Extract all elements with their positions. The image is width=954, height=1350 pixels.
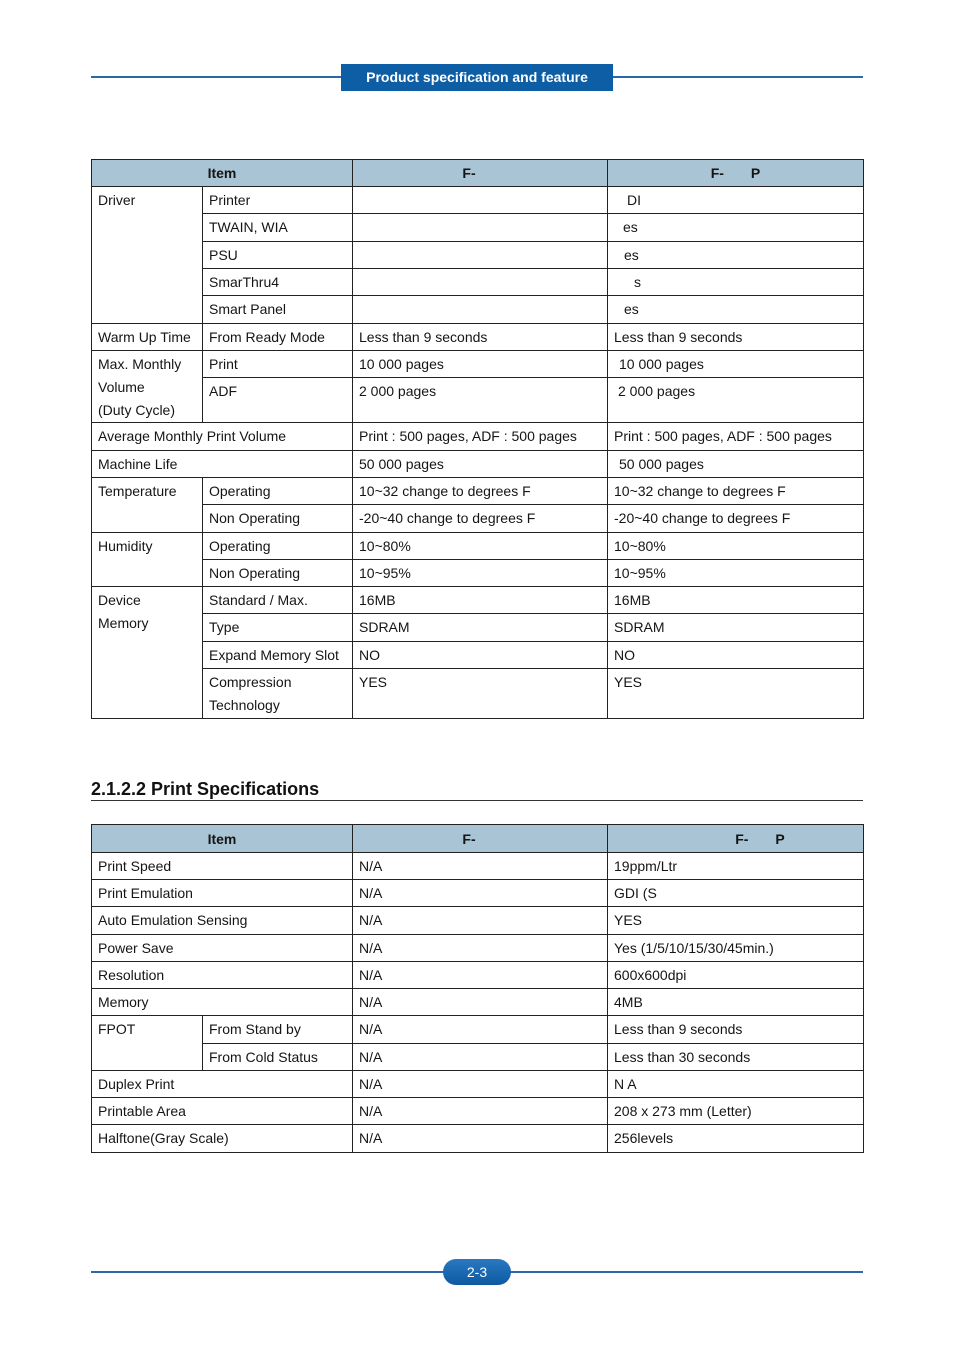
cell-item: Temperature bbox=[92, 478, 203, 533]
cell-item: Duplex Print bbox=[92, 1071, 353, 1098]
cell-sub-item: SmarThru4 bbox=[203, 269, 353, 296]
cell-sub-item: ADF bbox=[203, 378, 353, 423]
cell-sub-item: Print bbox=[203, 351, 353, 378]
page-number-badge: 2-3 bbox=[443, 1259, 511, 1285]
cell-value-b: 19ppm/Ltr bbox=[608, 853, 864, 880]
cell-value-a: N/A bbox=[353, 1125, 608, 1153]
cell-sub-item: Operating bbox=[203, 533, 353, 560]
cell-value-b: GDI (S bbox=[608, 880, 864, 907]
cell-sub-item: Operating bbox=[203, 478, 353, 505]
cell-value-a: N/A bbox=[353, 1016, 608, 1044]
cell-value-b: 4MB bbox=[608, 989, 864, 1016]
cell-value-b: Less than 9 seconds bbox=[608, 324, 864, 351]
cell-sub-item: Printer bbox=[203, 187, 353, 214]
cell-value-a: 16MB bbox=[353, 587, 608, 614]
cell-value-b: N A bbox=[608, 1071, 864, 1098]
cell-item: FPOT bbox=[92, 1016, 203, 1071]
cell-value-a bbox=[353, 187, 608, 214]
cell-value-a: 10~95% bbox=[353, 560, 608, 587]
cell-value-a: N/A bbox=[353, 853, 608, 880]
cell-value-a: N/A bbox=[353, 880, 608, 907]
cell-value-b: 600x600dpi bbox=[608, 962, 864, 989]
cell-value-a: 50 000 pages bbox=[353, 451, 608, 478]
cell-item: Device Memory bbox=[92, 587, 203, 719]
cell-value-b: 208 x 273 mm (Letter) bbox=[608, 1098, 864, 1125]
cell-value-b: -20~40 change to degrees F bbox=[608, 505, 864, 533]
cell-value-b: 10~95% bbox=[608, 560, 864, 587]
cell-value-b: Yes (1/5/10/15/30/45min.) bbox=[608, 935, 864, 962]
cell-value-a bbox=[353, 269, 608, 296]
cell-item: Average Monthly Print Volume bbox=[92, 423, 353, 451]
cell-item: Resolution bbox=[92, 962, 353, 989]
cell-value-a bbox=[353, 214, 608, 242]
cell-sub-item: Non Operating bbox=[203, 505, 353, 533]
cell-sub-item: PSU bbox=[203, 242, 353, 269]
print-spec-table bbox=[91, 824, 864, 1153]
cell-sub-item: Non Operating bbox=[203, 560, 353, 587]
cell-item: Machine Life bbox=[92, 451, 353, 478]
cell-item: Auto Emulation Sensing bbox=[92, 907, 353, 935]
cell-value-a: N/A bbox=[353, 935, 608, 962]
cell-value-a: -20~40 change to degrees F bbox=[353, 505, 608, 533]
table-header-col-a: F- bbox=[353, 825, 608, 853]
cell-sub-item: Expand Memory Slot bbox=[203, 642, 353, 669]
cell-value-b: 10~32 change to degrees F bbox=[608, 478, 864, 505]
section-heading: 2.1.2.2 Print Specifications bbox=[91, 778, 863, 801]
table-header-item: Item bbox=[92, 825, 353, 853]
cell-item: Halftone(Gray Scale) bbox=[92, 1125, 353, 1153]
cell-value-b: YES bbox=[608, 669, 864, 719]
cell-item: Power Save bbox=[92, 935, 353, 962]
cell-item: Driver bbox=[92, 187, 203, 324]
cell-sub-item: From Cold Status bbox=[203, 1044, 353, 1071]
cell-value-a: 2 000 pages bbox=[353, 378, 608, 423]
table-header-col-b: F- P bbox=[608, 160, 864, 187]
cell-sub-item: TWAIN, WIA bbox=[203, 214, 353, 242]
cell-value-a: YES bbox=[353, 669, 608, 719]
cell-value-a: N/A bbox=[353, 1071, 608, 1098]
cell-item: Print Speed bbox=[92, 853, 353, 880]
cell-value-b: 2 000 pages bbox=[608, 378, 864, 423]
cell-value-a: N/A bbox=[353, 962, 608, 989]
cell-sub-item: Compression Technology bbox=[203, 669, 353, 719]
cell-value-b: Less than 30 seconds bbox=[608, 1044, 864, 1071]
cell-item: Printable Area bbox=[92, 1098, 353, 1125]
cell-value-a: N/A bbox=[353, 1044, 608, 1071]
table-header-col-a: F- bbox=[353, 160, 608, 187]
cell-value-b: Less than 9 seconds bbox=[608, 1016, 864, 1044]
cell-value-b: es bbox=[608, 296, 864, 324]
cell-value-a: N/A bbox=[353, 907, 608, 935]
cell-sub-item: Type bbox=[203, 614, 353, 642]
chapter-title-banner: Product specification and feature bbox=[341, 64, 613, 91]
cell-value-b: 256levels bbox=[608, 1125, 864, 1153]
cell-value-b: 10~80% bbox=[608, 533, 864, 560]
cell-value-a: 10 000 pages bbox=[353, 351, 608, 378]
cell-item: Warm Up Time bbox=[92, 324, 203, 351]
cell-value-a: Print : 500 pages, ADF : 500 pages bbox=[353, 423, 608, 451]
cell-value-a bbox=[353, 242, 608, 269]
cell-value-a bbox=[353, 296, 608, 324]
cell-value-a: N/A bbox=[353, 989, 608, 1016]
cell-value-a: SDRAM bbox=[353, 614, 608, 642]
cell-item: Humidity bbox=[92, 533, 203, 587]
cell-value-b: DI bbox=[608, 187, 864, 214]
cell-sub-item: Standard / Max. bbox=[203, 587, 353, 614]
table-header-item: Item bbox=[92, 160, 353, 187]
cell-value-a: 10~32 change to degrees F bbox=[353, 478, 608, 505]
cell-sub-item: Smart Panel bbox=[203, 296, 353, 324]
cell-item: Print Emulation bbox=[92, 880, 353, 907]
cell-value-b: 10 000 pages bbox=[608, 351, 864, 378]
cell-value-b: SDRAM bbox=[608, 614, 864, 642]
cell-value-a: NO bbox=[353, 642, 608, 669]
cell-sub-item: From Stand by bbox=[203, 1016, 353, 1044]
cell-value-a: 10~80% bbox=[353, 533, 608, 560]
cell-value-b: es bbox=[608, 214, 864, 242]
cell-value-b: es bbox=[608, 242, 864, 269]
cell-value-a: N/A bbox=[353, 1098, 608, 1125]
general-spec-table bbox=[91, 159, 864, 719]
table-header-col-b: F- P bbox=[608, 825, 864, 853]
cell-value-b: YES bbox=[608, 907, 864, 935]
cell-item: Max. Monthly Volume (Duty Cycle) bbox=[92, 351, 203, 423]
cell-item: Memory bbox=[92, 989, 353, 1016]
cell-value-b: NO bbox=[608, 642, 864, 669]
cell-value-b: Print : 500 pages, ADF : 500 pages bbox=[608, 423, 864, 451]
cell-value-b: 16MB bbox=[608, 587, 864, 614]
cell-value-b: 50 000 pages bbox=[608, 451, 864, 478]
cell-sub-item: From Ready Mode bbox=[203, 324, 353, 351]
cell-value-a: Less than 9 seconds bbox=[353, 324, 608, 351]
cell-value-b: s bbox=[608, 269, 864, 296]
